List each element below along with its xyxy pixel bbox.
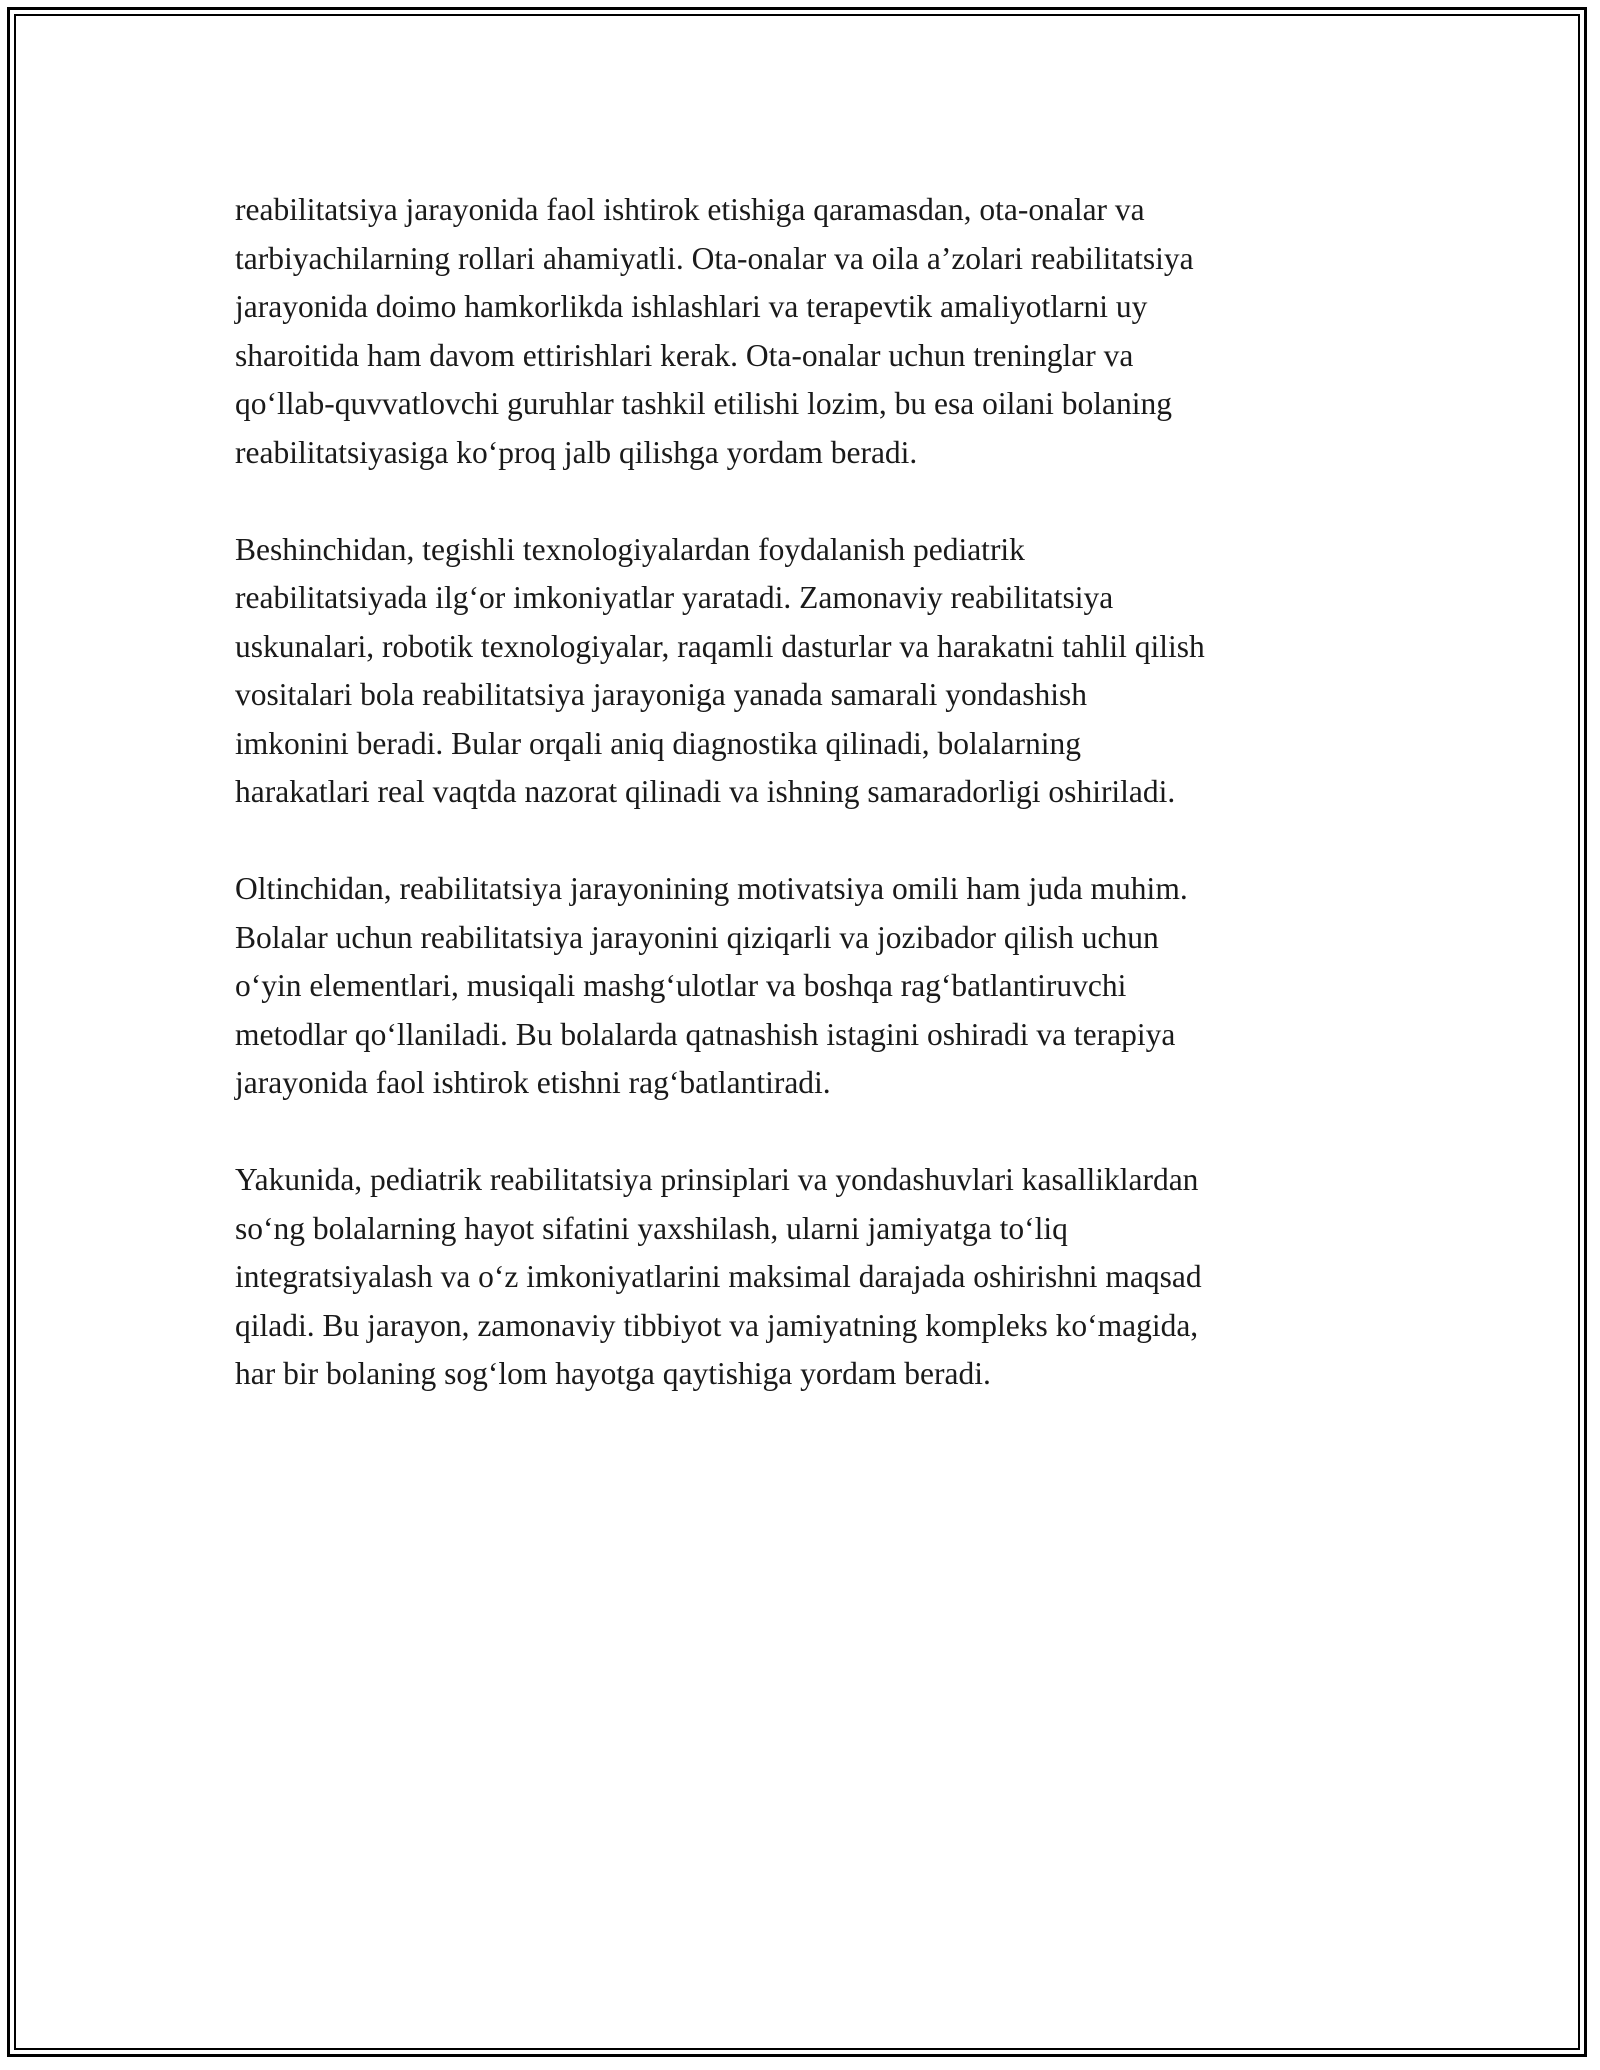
document-body xyxy=(235,186,1370,1447)
paragraph-conclusion: Yakunida, pediatrik reabilitatsiya prinsiplari va yondashuvlari kasalliklardan so‘ng bolalarning hayot sifatini yaxshilash, ularni jamiyatga to‘liq integratsiyalash va o‘z imkoniyatlarini maksimal darajada oshirishni maqsad qiladi. Bu jarayon, zamonaviy tibbiyot va jamiyatning kompleks ko‘magida, har bir bolaning sog‘lom hayotga qaytishiga yordam beradi. xyxy=(235,1162,1202,1391)
paragraph-motivation: Oltinchidan, reabilitatsiya jarayonining motivatsiya omili ham juda muhim. Bolalar uchun reabilitatsiya jarayonini qiziqarli va jozibador qilish uchun o‘yin elementlari, musiqali mashg‘ulotlar va boshqa rag‘batlantiruvchi metodlar qo‘llaniladi. Bu bolalarda qatnashish istagini oshiradi va terapiya jarayonida faol ishtirok etishni rag‘batlantiradi. xyxy=(235,871,1188,1100)
paragraph-technologies: Beshinchidan, tegishli texnologiyalardan foydalanish pediatrik reabilitatsiyada ilg‘or imkoniyatlar yaratadi. Zamonaviy reabilitatsiya uskunalari, robotik texnologiyalar, raqamli dasturlar va harakatni tahlil qilish vositalari bola reabilitatsiya jarayoniga yanada samarali yondashish imkonini beradi. Bular orqali aniq diagnostika qilinadi, bolalarning harakatlari real vaqtda nazorat qilinadi va ishning samaradorligi oshiriladi. xyxy=(235,531,1205,809)
paragraph-parent-roles: reabilitatsiya jarayonida faol ishtirok etishiga qaramasdan, ota-onalar va tarbiyachilarning rollari ahamiyatli. Ota-onalar va oila a’zolari reabilitatsiya jarayonida doimo hamkorlikda ishlashlari va terapevtik amaliyotlarni uy sharoitida ham davom ettirishlari kerak. Ota-onalar uchun treninglar va qo‘llab-quvvatlovchi guruhlar tashkil etilishi lozim, bu esa oilani bolaning reabilitatsiyasiga ko‘proq jalb qilishga yordam beradi. xyxy=(235,192,1194,470)
